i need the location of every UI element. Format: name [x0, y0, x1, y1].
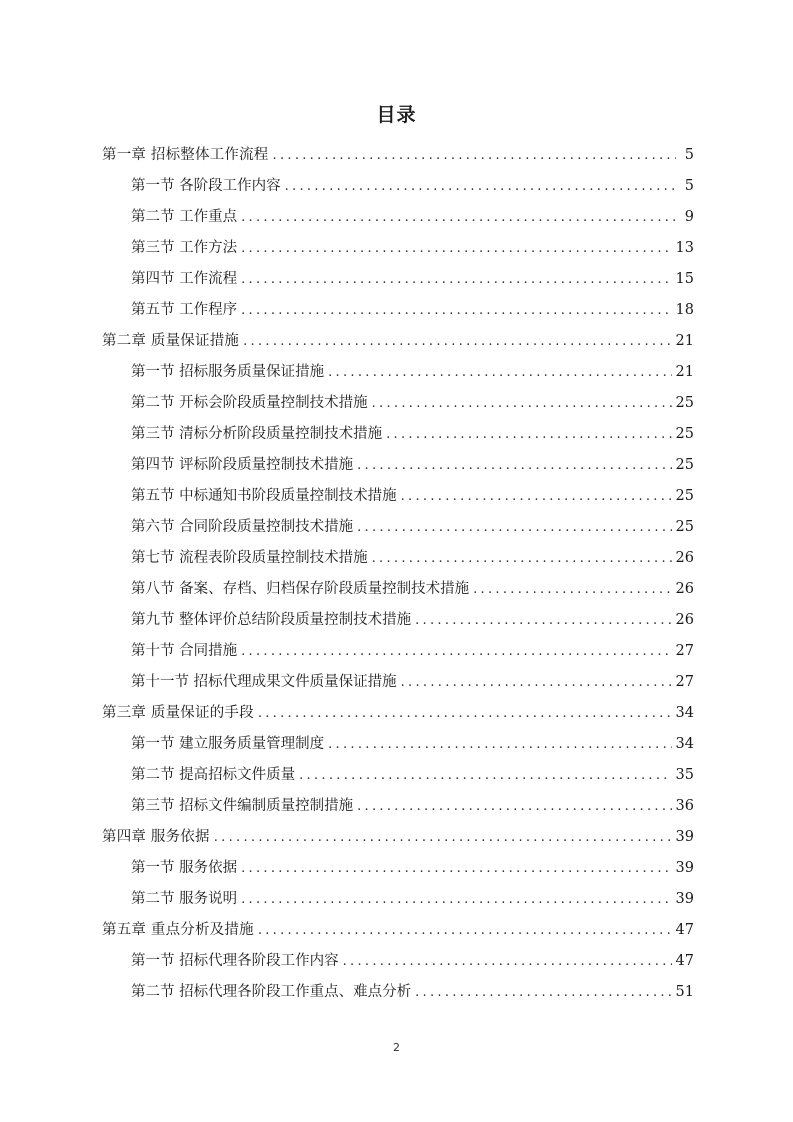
toc-entry-page: 51 — [675, 984, 694, 1000]
toc-dot-leader — [258, 698, 672, 729]
toc-entry-page: 39 — [675, 829, 694, 845]
toc-section-entry[interactable] — [102, 233, 694, 264]
toc-entry-page: 5 — [684, 147, 694, 163]
toc-dot-leader — [241, 264, 671, 295]
toc-entry-page: 47 — [675, 922, 694, 938]
toc-entry-label: 第四节 评标阶段质量控制技术措施 — [131, 457, 354, 473]
toc-entry-page: 39 — [675, 860, 694, 876]
toc-dot-leader — [241, 233, 671, 264]
toc-dot-leader — [415, 977, 671, 1008]
toc-entry-label: 第九节 整体评价总结阶段质量控制技术措施 — [131, 612, 412, 628]
toc-section-entry[interactable] — [102, 853, 694, 884]
toc-entry-label: 第五章 重点分析及措施 — [102, 922, 254, 938]
toc-section-entry[interactable] — [102, 760, 694, 791]
toc-dot-leader — [243, 326, 671, 357]
toc-dot-leader — [372, 388, 672, 419]
toc-section-entry[interactable] — [102, 357, 694, 388]
toc-entry-label: 第五节 中标通知书阶段质量控制技术措施 — [131, 488, 397, 504]
toc-entry-label: 第三节 清标分析阶段质量控制技术措施 — [131, 426, 383, 442]
toc-dot-leader — [386, 419, 671, 450]
toc-entry-label: 第十节 合同措施 — [131, 643, 238, 659]
toc-entry-page: 34 — [675, 705, 694, 721]
toc-entry-label: 第一节 服务依据 — [131, 860, 238, 876]
toc-entry-page: 9 — [684, 209, 694, 225]
toc-dot-leader — [285, 171, 676, 202]
toc-entry-page: 25 — [675, 426, 694, 442]
toc-entry-page: 25 — [675, 395, 694, 411]
toc-section-entry[interactable] — [102, 884, 694, 915]
toc-entry-label: 第三节 工作方法 — [131, 240, 238, 256]
toc-dot-leader — [401, 481, 672, 512]
toc-section-entry[interactable] — [102, 512, 694, 543]
toc-entry-label: 第三章 质量保证的手段 — [102, 705, 254, 721]
toc-entry-label: 第一节 建立服务质量管理制度 — [131, 736, 325, 752]
toc-dot-leader — [328, 357, 671, 388]
toc-entry-page: 18 — [675, 302, 694, 318]
toc-entry-page: 25 — [675, 488, 694, 504]
toc-entry-page: 27 — [675, 674, 694, 690]
toc-dot-leader — [241, 202, 676, 233]
toc-entry-page: 5 — [684, 178, 694, 194]
toc-dot-leader — [343, 946, 672, 977]
toc-entry-page: 39 — [675, 891, 694, 907]
table-of-contents — [102, 140, 694, 1008]
toc-section-entry[interactable] — [102, 481, 694, 512]
toc-dot-leader — [372, 543, 672, 574]
page-title: 目录 — [376, 104, 417, 126]
toc-entry-label: 第八节 备案、存档、归档保存阶段质量控制技术措施 — [131, 581, 470, 597]
toc-entry-label: 第五节 工作程序 — [131, 302, 238, 318]
toc-section-entry[interactable] — [102, 574, 694, 605]
toc-section-entry[interactable] — [102, 202, 694, 233]
toc-entry-page: 26 — [675, 550, 694, 566]
toc-entry-page: 21 — [675, 364, 694, 380]
toc-section-entry[interactable] — [102, 388, 694, 419]
toc-entry-label: 第四节 工作流程 — [131, 271, 238, 287]
toc-dot-leader — [241, 636, 671, 667]
toc-entry-label: 第六节 合同阶段质量控制技术措施 — [131, 519, 354, 535]
toc-dot-leader — [357, 512, 671, 543]
toc-entry-page: 21 — [675, 333, 694, 349]
toc-entry-label: 第七节 流程表阶段质量控制技术措施 — [131, 550, 368, 566]
toc-chapter-entry[interactable] — [102, 140, 694, 171]
toc-dot-leader — [241, 853, 671, 884]
toc-entry-label: 第一节 招标服务质量保证措施 — [131, 364, 325, 380]
toc-chapter-entry[interactable] — [102, 822, 694, 853]
toc-entry-label: 第一节 各阶段工作内容 — [131, 178, 281, 194]
toc-entry-label: 第二节 工作重点 — [131, 209, 238, 225]
toc-section-entry[interactable] — [102, 450, 694, 481]
toc-section-entry[interactable] — [102, 543, 694, 574]
toc-dot-leader — [273, 140, 676, 171]
page-number: 2 — [393, 1041, 400, 1054]
toc-section-entry[interactable] — [102, 791, 694, 822]
toc-entry-page: 35 — [675, 767, 694, 783]
toc-section-entry[interactable] — [102, 667, 694, 698]
toc-entry-page: 13 — [675, 240, 694, 256]
toc-section-entry[interactable] — [102, 605, 694, 636]
toc-section-entry[interactable] — [102, 636, 694, 667]
toc-entry-page: 26 — [675, 612, 694, 628]
toc-dot-leader — [401, 667, 672, 698]
toc-section-entry[interactable] — [102, 977, 694, 1008]
toc-section-entry[interactable] — [102, 295, 694, 326]
toc-entry-page: 47 — [675, 953, 694, 969]
toc-entry-page: 26 — [675, 581, 694, 597]
toc-entry-label: 第二节 开标会阶段质量控制技术措施 — [131, 395, 368, 411]
toc-section-entry[interactable] — [102, 946, 694, 977]
toc-entry-label: 第二节 提高招标文件质量 — [131, 767, 296, 783]
toc-entry-label: 第三节 招标文件编制质量控制措施 — [131, 798, 354, 814]
toc-section-entry[interactable] — [102, 419, 694, 450]
toc-entry-label: 第二章 质量保证措施 — [102, 333, 240, 349]
toc-entry-page: 25 — [675, 457, 694, 473]
toc-entry-label: 第十一节 招标代理成果文件质量保证措施 — [131, 674, 397, 690]
toc-entry-page: 27 — [675, 643, 694, 659]
toc-dot-leader — [357, 791, 671, 822]
toc-chapter-entry[interactable] — [102, 915, 694, 946]
toc-dot-leader — [328, 729, 671, 760]
toc-dot-leader — [214, 822, 672, 853]
toc-entry-label: 第二节 服务说明 — [131, 891, 238, 907]
toc-section-entry[interactable] — [102, 264, 694, 295]
toc-entry-page: 15 — [675, 271, 694, 287]
toc-entry-label: 第四章 服务依据 — [102, 829, 210, 845]
toc-dot-leader — [415, 605, 671, 636]
toc-entry-label: 第一节 招标代理各阶段工作内容 — [131, 953, 339, 969]
toc-dot-leader — [241, 884, 671, 915]
toc-dot-leader — [473, 574, 671, 605]
toc-dot-leader — [258, 915, 672, 946]
toc-entry-label: 第二节 招标代理各阶段工作重点、难点分析 — [131, 984, 412, 1000]
toc-entry-page: 34 — [675, 736, 694, 752]
toc-dot-leader — [299, 760, 671, 791]
toc-section-entry[interactable] — [102, 171, 694, 202]
toc-entry-page: 36 — [675, 798, 694, 814]
toc-entry-label: 第一章 招标整体工作流程 — [102, 147, 269, 163]
toc-entry-page: 25 — [675, 519, 694, 535]
toc-chapter-entry[interactable] — [102, 698, 694, 729]
toc-section-entry[interactable] — [102, 729, 694, 760]
toc-chapter-entry[interactable] — [102, 326, 694, 357]
toc-dot-leader — [357, 450, 671, 481]
toc-dot-leader — [241, 295, 671, 326]
